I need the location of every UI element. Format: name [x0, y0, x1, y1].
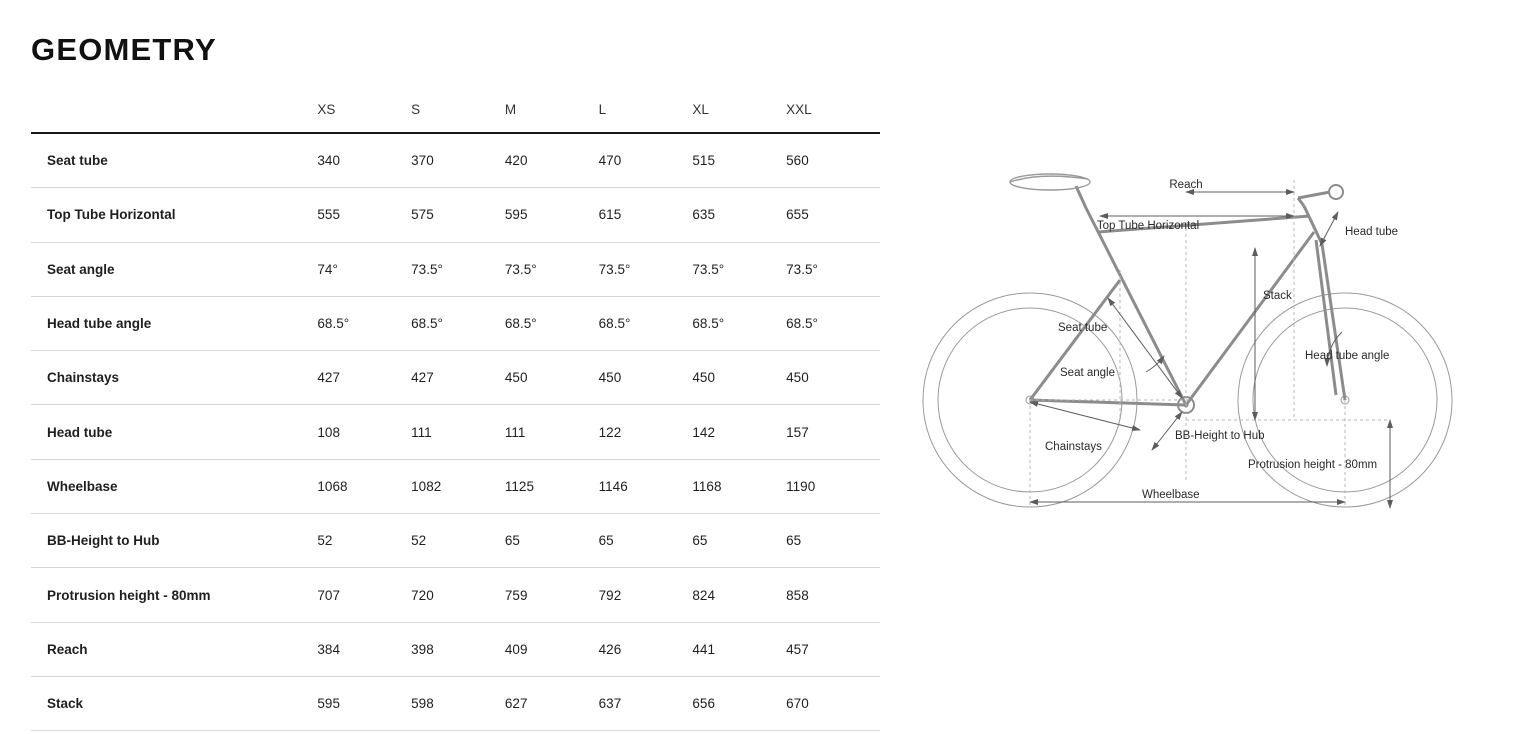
cell-value: 409 — [504, 641, 528, 657]
cell-value: 65 — [598, 533, 614, 549]
table-head — [31, 86, 880, 133]
label-chainstays: Chainstays — [1045, 441, 1102, 453]
cell-value: 52 — [411, 533, 427, 549]
cell-value: 1190 — [786, 478, 816, 494]
cell-value: 68.5° — [504, 316, 537, 332]
cell-value: 65 — [692, 533, 708, 549]
cell-value: 615 — [598, 207, 622, 223]
table-row — [31, 568, 880, 622]
bike-geometry-diagram — [890, 120, 1530, 540]
row-label: Head tube angle — [47, 316, 152, 332]
cell-value: 68.5° — [598, 316, 631, 332]
cell-value: 824 — [692, 587, 715, 603]
cell-value: 470 — [598, 153, 622, 169]
label-bb-height-to-hub: BB-Height to Hub — [1175, 430, 1265, 442]
page-title: GEOMETRY — [31, 32, 217, 67]
cell-value: 457 — [786, 641, 809, 657]
cell-value: 398 — [411, 641, 434, 657]
row-label: BB-Height to Hub — [47, 533, 160, 549]
cell-value: 655 — [786, 207, 809, 223]
cell-value: 627 — [504, 696, 528, 712]
header-size-xs: XS — [317, 101, 336, 117]
label-protrusion-height: Protrusion height - 80mm — [1248, 459, 1378, 471]
row-label: Head tube — [47, 424, 113, 440]
cell-value: 707 — [317, 587, 340, 603]
label-top-tube-horizontal: Top Tube Horizontal — [1096, 220, 1200, 232]
cell-value: 111 — [411, 424, 432, 440]
table-header-row — [31, 86, 880, 133]
cell-value: 637 — [598, 696, 622, 712]
cell-value: 1168 — [692, 478, 722, 494]
cell-value: 635 — [692, 207, 715, 223]
cell-value: 858 — [786, 587, 809, 603]
table-row — [31, 514, 880, 568]
cell-value: 441 — [692, 641, 715, 657]
saddle — [1010, 174, 1090, 208]
cell-value: 73.5° — [692, 261, 725, 277]
header-measure — [31, 86, 317, 133]
label-seat-angle: Seat angle — [1060, 367, 1115, 379]
cell-value: 1146 — [598, 478, 628, 494]
label-stack: Stack — [1263, 290, 1292, 302]
cell-value: 73.5° — [786, 261, 818, 277]
header-size-xl: XL — [692, 101, 709, 117]
cell-value: 73.5° — [504, 261, 537, 277]
row-label: Wheelbase — [47, 478, 118, 494]
cell-value: 68.5° — [692, 316, 725, 332]
handlebar — [1298, 185, 1343, 206]
row-label: Seat angle — [47, 261, 115, 277]
cell-value: 670 — [786, 696, 809, 712]
header-size-m: M — [504, 101, 517, 117]
cell-value: 73.5° — [411, 261, 443, 277]
head-tube-arrow — [1320, 212, 1338, 246]
cell-value: 427 — [317, 370, 340, 386]
cell-value: 426 — [598, 641, 622, 657]
cell-value: 142 — [692, 424, 715, 440]
header-size-s: S — [411, 101, 421, 117]
cell-value: 340 — [317, 153, 340, 169]
row-label: Chainstays — [47, 370, 120, 386]
seat-tube-arrow — [1108, 298, 1182, 398]
cell-value: 450 — [598, 370, 622, 386]
bike-diagram-svg — [890, 120, 1530, 540]
cell-value: 595 — [504, 207, 528, 223]
cell-value: 420 — [504, 153, 528, 169]
geometry-table — [31, 86, 880, 731]
cell-value: 52 — [317, 533, 333, 549]
row-label: Seat tube — [47, 153, 108, 169]
cell-value: 450 — [504, 370, 528, 386]
cell-value: 450 — [786, 370, 809, 386]
header-size-xxl: XXL — [786, 101, 812, 117]
cell-value: 74° — [317, 261, 338, 277]
chainstays-arrow — [1030, 402, 1140, 430]
cell-value: 759 — [504, 587, 528, 603]
table-row — [31, 405, 880, 459]
cell-value: 65 — [504, 533, 520, 549]
cell-value: 1125 — [504, 478, 534, 494]
cell-value: 65 — [786, 533, 802, 549]
label-reach: Reach — [1169, 179, 1203, 191]
cell-value: 122 — [598, 424, 622, 440]
cell-value: 515 — [692, 153, 715, 169]
cell-value: 370 — [411, 153, 434, 169]
row-label: Protrusion height - 80mm — [47, 587, 211, 603]
label-head-tube-angle: Head tube angle — [1305, 350, 1390, 362]
cell-value: 111 — [504, 424, 526, 440]
cell-value: 575 — [411, 207, 434, 223]
label-wheelbase: Wheelbase — [1142, 489, 1200, 501]
table-body — [31, 133, 880, 731]
geometry-table-container — [31, 86, 880, 731]
cell-value: 68.5° — [317, 316, 350, 332]
table-row — [31, 242, 880, 296]
cell-value: 720 — [411, 587, 434, 603]
cell-value: 560 — [786, 153, 809, 169]
cell-value: 1082 — [411, 478, 442, 494]
table-row — [31, 622, 880, 676]
cell-value: 598 — [411, 696, 434, 712]
table-row — [31, 296, 880, 350]
cell-value: 427 — [411, 370, 434, 386]
row-label: Stack — [47, 696, 84, 712]
cell-value: 595 — [317, 696, 340, 712]
cell-value: 157 — [786, 424, 809, 440]
row-label: Reach — [47, 641, 88, 657]
cell-value: 68.5° — [411, 316, 443, 332]
cell-value: 792 — [598, 587, 622, 603]
cell-value: 68.5° — [786, 316, 818, 332]
table-row — [31, 459, 880, 513]
table-row — [31, 676, 880, 730]
table-row — [31, 188, 880, 242]
table-row — [31, 133, 880, 188]
cell-value: 73.5° — [598, 261, 631, 277]
table-row — [31, 351, 880, 405]
label-seat-tube: Seat tube — [1058, 322, 1108, 334]
cell-value: 555 — [317, 207, 340, 223]
cell-value: 384 — [317, 641, 340, 657]
cell-value: 450 — [692, 370, 715, 386]
cell-value: 656 — [692, 696, 715, 712]
cell-value: 1068 — [317, 478, 348, 494]
header-size-l: L — [598, 101, 607, 117]
cell-value: 108 — [317, 424, 340, 440]
row-label: Top Tube Horizontal — [47, 207, 176, 223]
label-head-tube: Head tube — [1345, 226, 1399, 238]
